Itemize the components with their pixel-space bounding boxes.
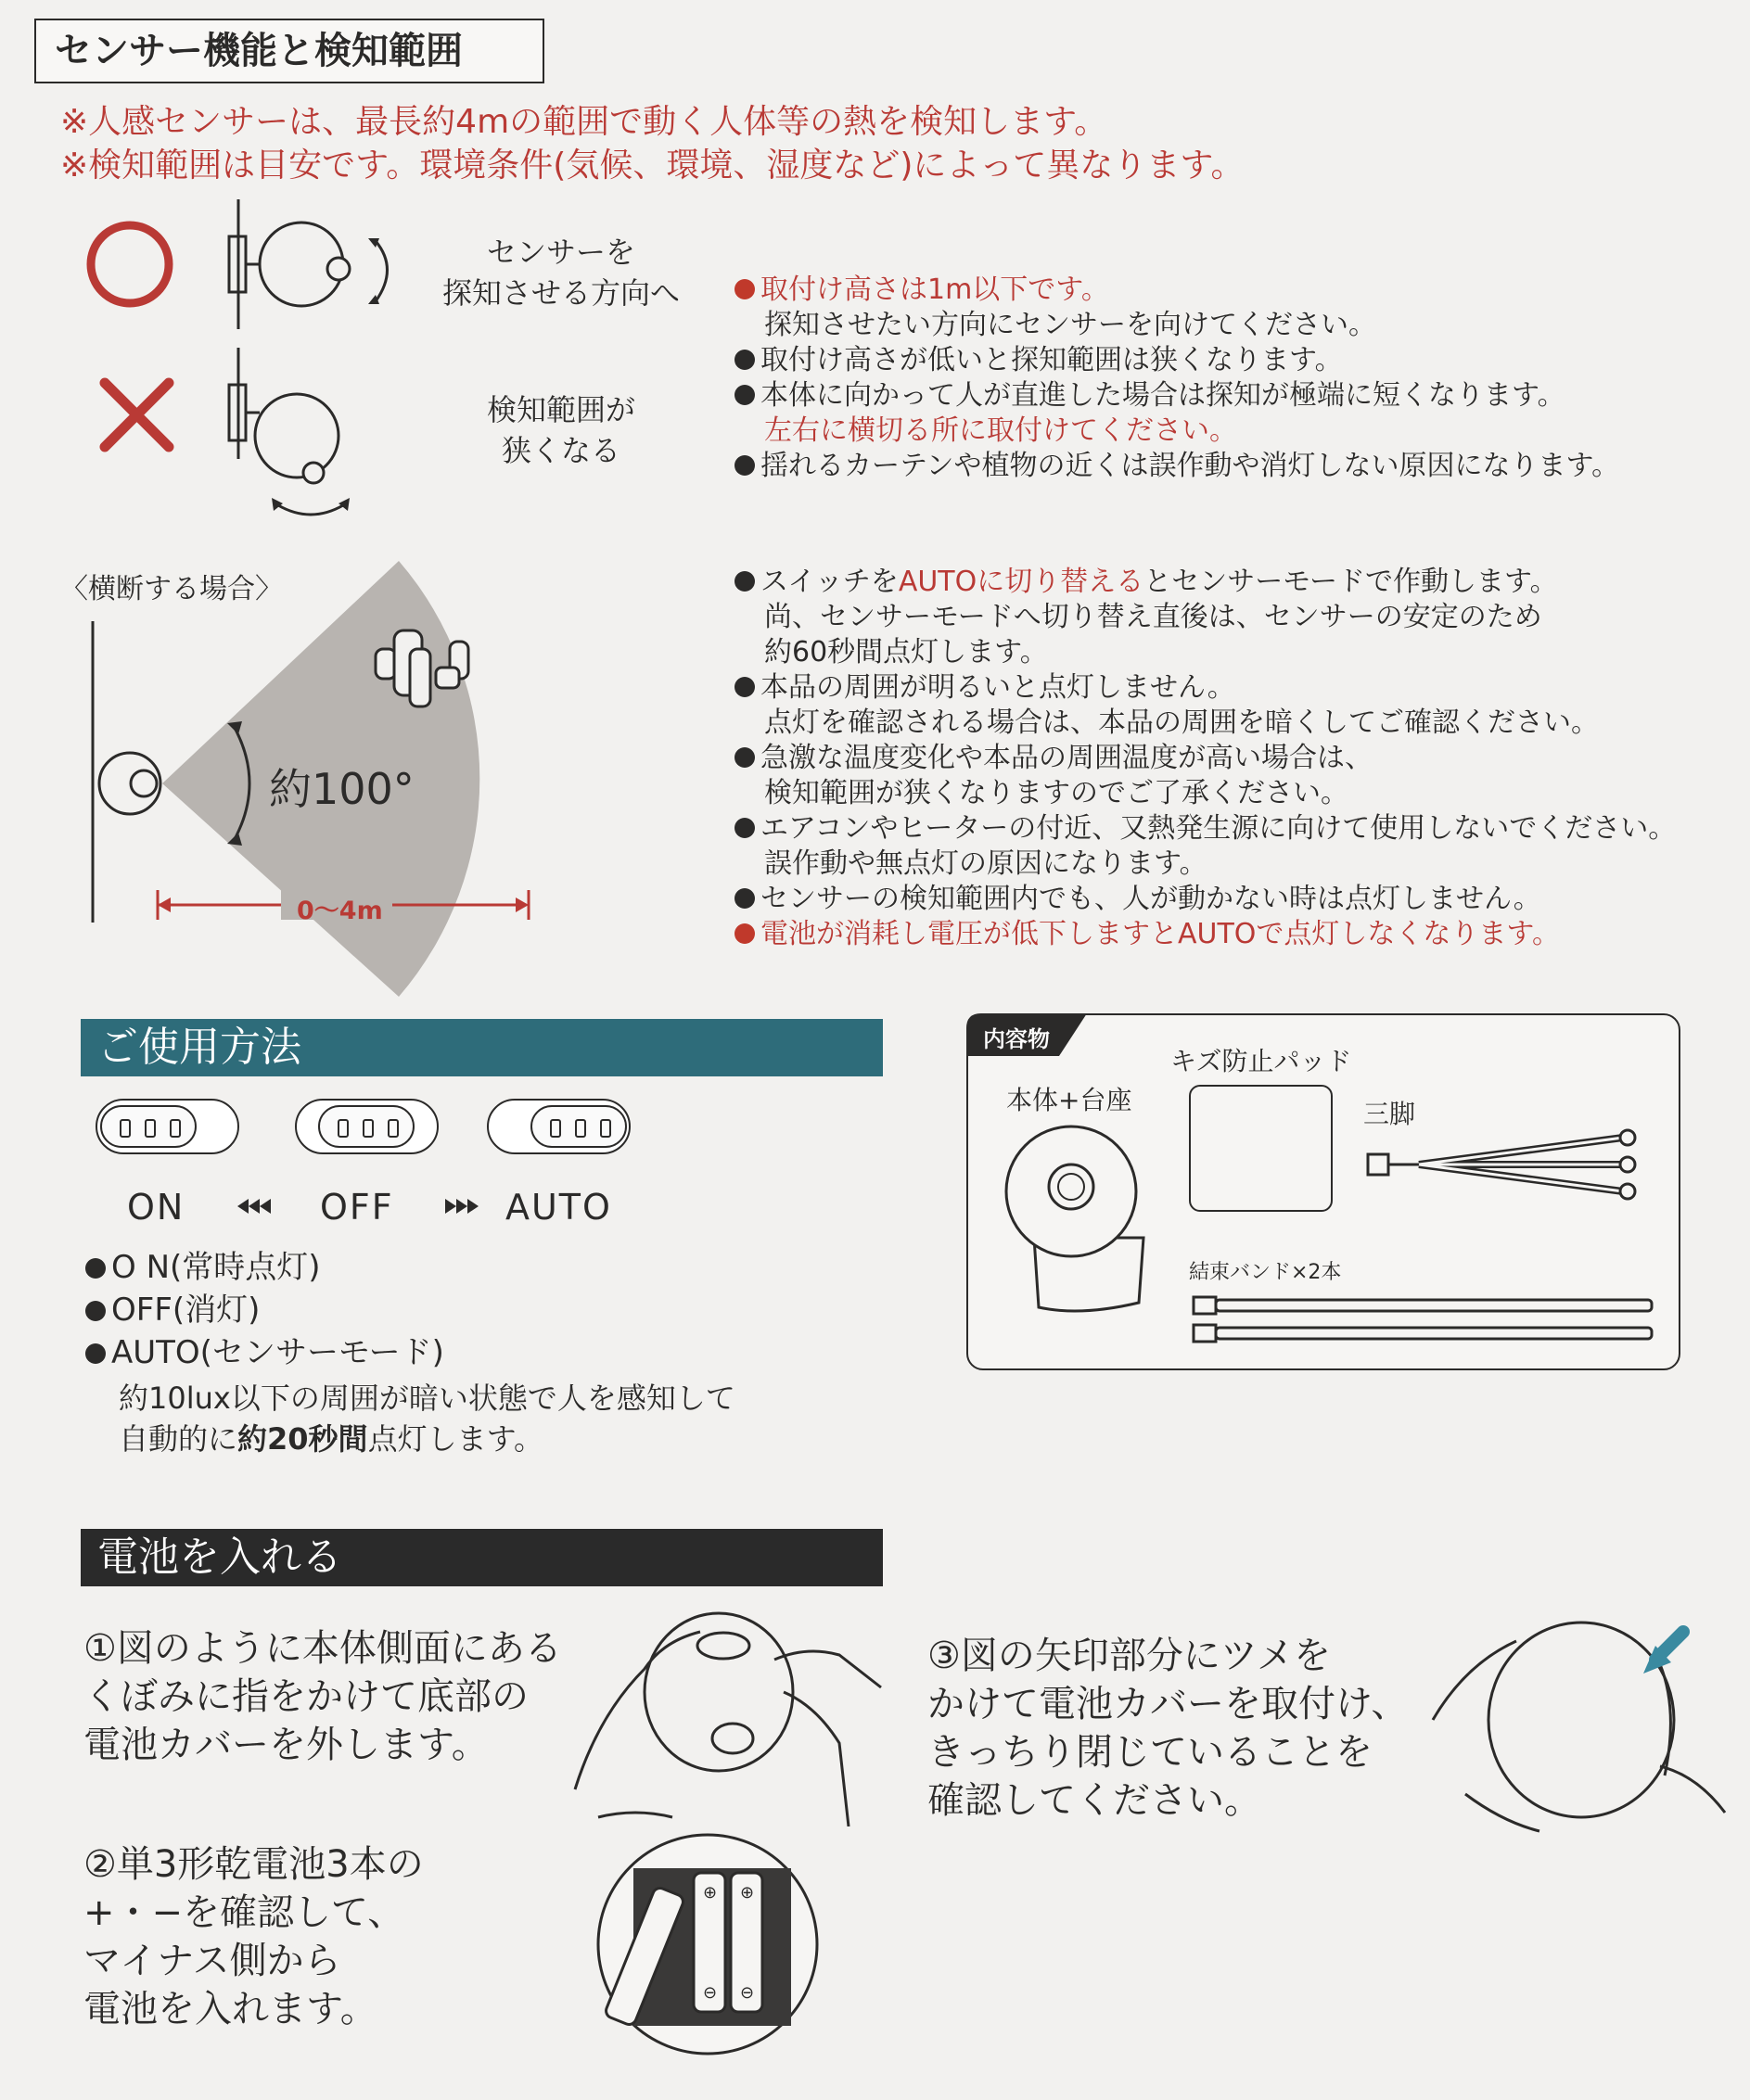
mounting-note: 取付け高さは1m以下です。 xyxy=(734,273,1619,308)
operation-note: スイッチをAUTOに切り替えるとセンサーモードで作動します。 xyxy=(734,565,1676,600)
battery-step-3: ③図の矢印部分にツメを かけて電池カバーを取付け、 きっちり閉じていることを 確認してください。 xyxy=(927,1635,1409,1822)
mode-list xyxy=(85,1246,444,1374)
pad-label: キズ防止パッド xyxy=(1170,1046,1352,1076)
protection-pad-illustration xyxy=(1189,1085,1333,1212)
operation-note: 点灯を確認される場合は、本品の周囲を暗くしてご確認ください。 xyxy=(764,706,1599,739)
sensor-facing-correct-illustration xyxy=(209,199,413,329)
operation-note: 尚、センサーモードへ切り替え直後は、センサーの安定のため xyxy=(764,601,1542,633)
tripod-label: 三脚 xyxy=(1363,1099,1416,1129)
switch-on-position-icon xyxy=(96,1099,239,1154)
tripod-illustration xyxy=(1363,1126,1660,1201)
auto-mode-description: 約10lux以下の周囲が暗い状態で人を感知して 自動的に約20秒間点灯します。 xyxy=(119,1381,735,1457)
battery-step-2: ②単3形乾電池3本の +・−を確認して、 マイナス側から 電池を入れます。 xyxy=(83,1843,424,2030)
crossing-label: 〈横断する場合〉 xyxy=(60,573,283,605)
correct-circle-icon xyxy=(83,218,176,311)
incorrect-cross-icon xyxy=(97,375,176,454)
mounting-note: 左右に横切る所に取付けてください。 xyxy=(764,414,1237,447)
svg-text:⊕: ⊕ xyxy=(703,1883,718,1903)
mounting-notes xyxy=(734,273,1619,484)
arrow-left-icon xyxy=(234,1196,276,1216)
operation-note: 急激な温度変化や本品の周囲温度が高い場合は、 xyxy=(734,741,1676,776)
operation-note: エアコンやヒーターの付近、又熱発生源に向けて使用しないでください。 xyxy=(734,811,1676,846)
battery-section-title: 電池を入れる xyxy=(81,1529,883,1586)
package-contents-tab: 内容物 xyxy=(966,1013,1087,1056)
good-caption-line-1: センサーを xyxy=(486,235,635,270)
svg-text:⊖: ⊖ xyxy=(703,1983,718,2003)
operation-notes xyxy=(734,565,1676,952)
bad-caption-line-2: 狭くなる xyxy=(501,433,620,468)
switch-auto-position-icon xyxy=(487,1099,631,1154)
bad-caption-line-1: 検知範囲が xyxy=(486,392,635,427)
mode-off-item: OFF(消灯) xyxy=(85,1289,444,1331)
body-base-label: 本体+台座 xyxy=(1006,1085,1132,1115)
battery-step-1: ①図のように本体側面にある くぼみに指をかけて底部の 電池カバーを外します。 xyxy=(83,1627,562,1766)
mode-on-item: O N(常時点灯) xyxy=(85,1246,444,1289)
switch-auto-label: AUTO xyxy=(505,1187,612,1228)
mounting-note: 揺れるカーテンや植物の近くは誤作動や消灯しない原因になります。 xyxy=(734,449,1619,484)
operation-note: センサーの検知範囲内でも、人が動かない時は点灯しません。 xyxy=(734,882,1676,917)
arrow-right-icon xyxy=(440,1196,482,1216)
svg-text:⊖: ⊖ xyxy=(740,1983,755,2003)
sensor-note-2: ※検知範囲は目安です。環境条件(気候、環境、湿度など)によって異なります。 xyxy=(60,146,1245,185)
mounting-note: 本体に向かって人が直進した場合は探知が極端に短くなります。 xyxy=(734,378,1619,414)
body-with-base-illustration xyxy=(1002,1117,1159,1317)
angle-label: 約100° xyxy=(269,764,415,814)
operation-note: 電池が消耗し電圧が低下しますとAUTOで点灯しなくなります。 xyxy=(734,917,1676,952)
switch-on-label: ON xyxy=(127,1187,185,1228)
operation-note: 誤作動や無点灯の原因になります。 xyxy=(764,847,1207,880)
band-label: 結束バンド×2本 xyxy=(1189,1261,1342,1284)
operation-note: 検知範囲が狭くなりますのでご了承ください。 xyxy=(764,777,1348,809)
switch-off-position-icon xyxy=(295,1099,439,1154)
battery-insertion-illustration xyxy=(592,1831,824,2058)
mode-auto-item: AUTO(センサーモード) xyxy=(85,1331,444,1374)
remove-cover-illustration xyxy=(570,1604,886,1826)
operation-note: 本品の周囲が明るいと点灯しません。 xyxy=(734,670,1676,706)
operation-note: 約60秒間点灯します。 xyxy=(764,636,1048,668)
sensor-note-1: ※人感センサーは、最長約4mの範囲で動く人体等の熱を検知します。 xyxy=(60,103,1108,141)
mounting-note: 探知させたい方向にセンサーを向けてください。 xyxy=(764,309,1376,341)
close-cover-illustration xyxy=(1428,1609,1734,1840)
mounting-note: 取付け高さが低いと探知範囲は狭くなります。 xyxy=(734,343,1619,378)
range-label: 0〜4m xyxy=(297,897,383,925)
cable-tie-illustration xyxy=(1192,1293,1665,1349)
usage-section-title: ご使用方法 xyxy=(81,1019,883,1076)
svg-text:⊕: ⊕ xyxy=(740,1883,755,1903)
switch-off-label: OFF xyxy=(320,1187,394,1228)
sensor-facing-down-illustration xyxy=(209,348,357,533)
good-caption-line-2: 探知させる方向へ xyxy=(441,275,680,311)
sensor-section-title: センサー機能と検知範囲 xyxy=(34,19,544,83)
